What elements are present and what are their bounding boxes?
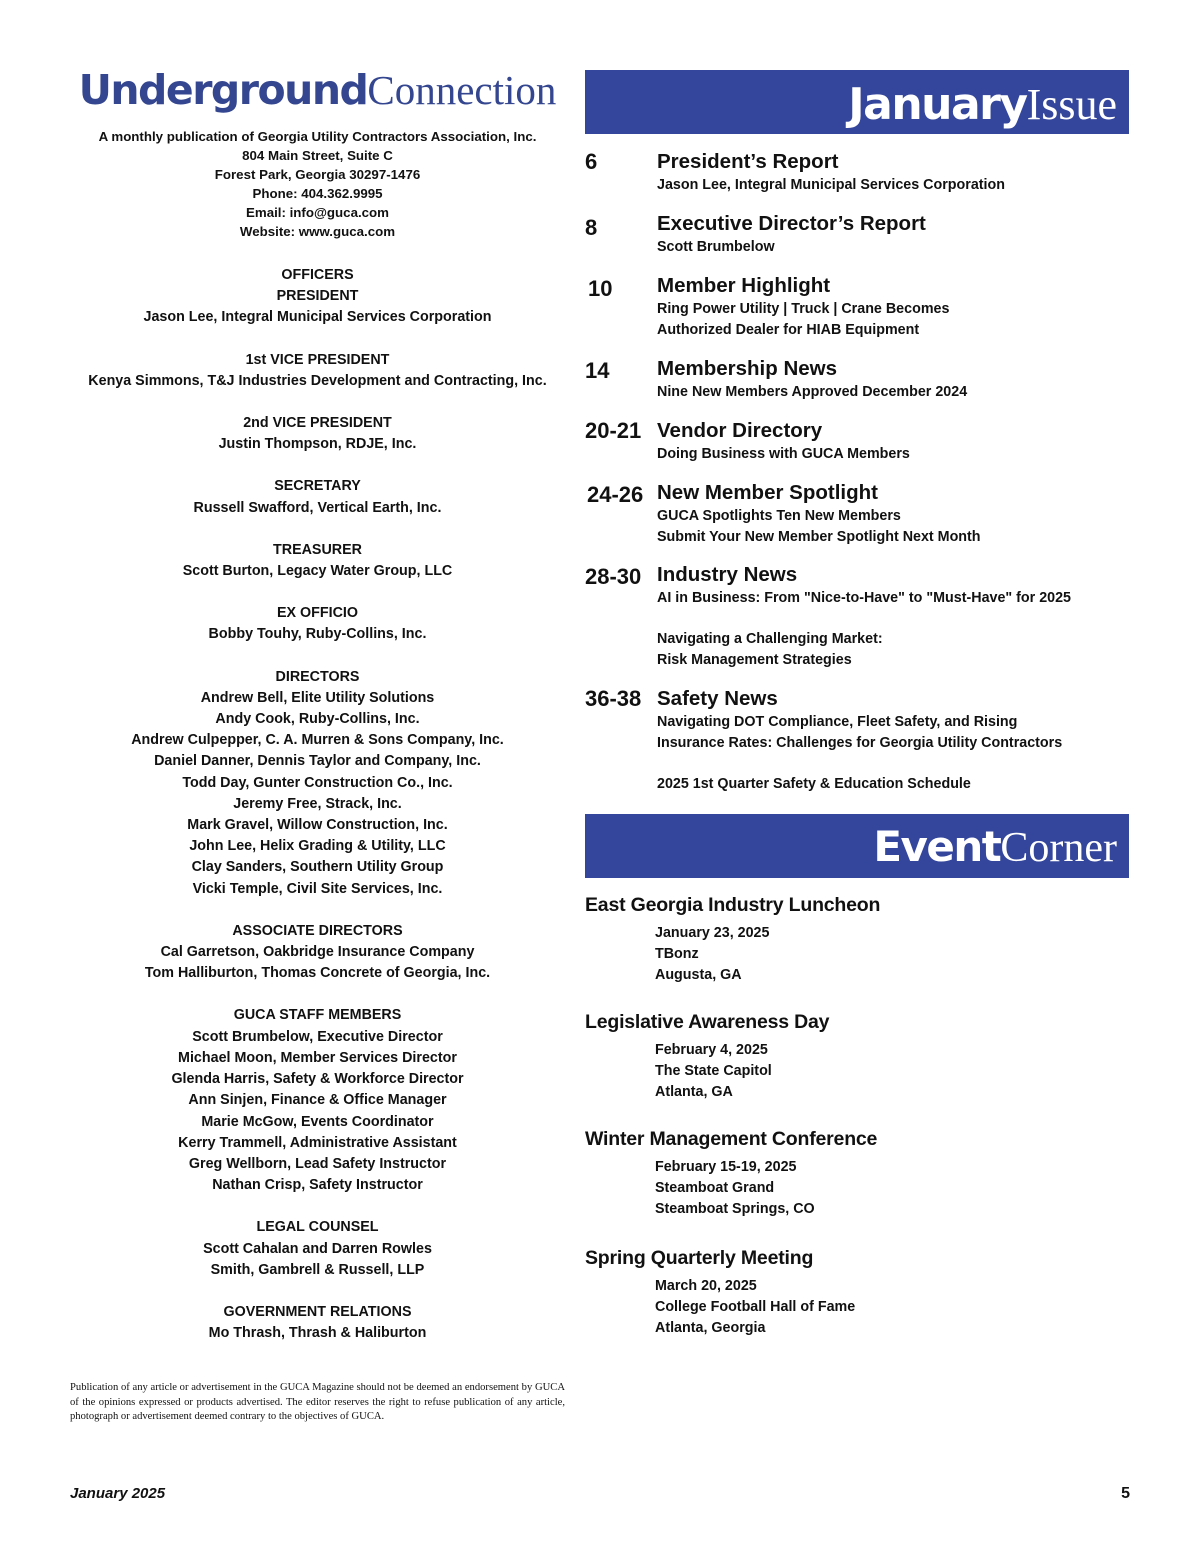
member-line: Andrew Bell, Elite Utility Solutions xyxy=(200,689,435,706)
event-date: February 4, 2025 xyxy=(655,1042,768,1058)
section-heading: OFFICERS xyxy=(281,267,354,283)
section-ex-officio xyxy=(70,603,565,645)
member-line: Mark Gravel, Willow Construction, Inc. xyxy=(187,817,448,834)
event-title: Spring Quarterly Meeting xyxy=(585,1247,814,1269)
member-line: Glenda Harris, Safety & Workforce Director xyxy=(171,1071,464,1088)
event-item[interactable] xyxy=(585,1246,1130,1339)
toc-title: Executive Director’s Report xyxy=(657,212,926,235)
footer-date: January 2025 xyxy=(70,1485,166,1502)
toc-page-number: 20-21 xyxy=(585,418,642,443)
member-line: Todd Day, Gunter Construction Co., Inc. xyxy=(182,774,453,791)
toc-title: Membership News xyxy=(657,357,837,380)
toc-line: 2025 1st Quarter Safety & Education Schedule xyxy=(657,775,971,792)
member-line: Andrew Culpepper, C. A. Murren & Sons Company, Inc. xyxy=(131,732,504,749)
disclaimer: Publication of any article or advertisement in the GUCA Magazine should not be deemed an endorsement by GUCA of the opinions expressed or products advertised. The editor reserves the right to refuse publication of any article, photograph or advertisement deemed contrary to the objectives of GUCA. xyxy=(70,1382,565,1423)
toc-page-number: 24-26 xyxy=(587,482,644,507)
section-heading: LEGAL COUNSEL xyxy=(256,1219,379,1236)
section-heading: GUCA STAFF MEMBERS xyxy=(233,1007,402,1024)
toc-line: Ring Power Utility | Truck | Crane Becomes xyxy=(657,301,950,317)
toc-line: Scott Brumbelow xyxy=(657,239,775,255)
event-item[interactable] xyxy=(585,1127,1130,1220)
toc-line: Navigating DOT Compliance, Fleet Safety, and Rising xyxy=(657,714,1018,730)
member-line: Jason Lee, Integral Municipal Services Corporation xyxy=(143,309,492,326)
toc-description xyxy=(657,712,1062,794)
issue-banner-light: Issue xyxy=(1026,80,1117,129)
member-line: Scott Burton, Legacy Water Group, LLC xyxy=(182,563,453,580)
member-line: Bobby Touhy, Ruby-Collins, Inc. xyxy=(208,626,427,643)
event-venue: The State Capitol xyxy=(655,1063,772,1079)
section-heading: 2nd VICE PRESIDENT xyxy=(243,415,392,432)
toc-page-number: 6 xyxy=(585,149,598,174)
section-officers xyxy=(70,265,565,329)
member-line: Michael Moon, Member Services Director xyxy=(178,1049,457,1066)
section-heading: EX OFFICIO xyxy=(276,605,359,622)
toc-title: Member Highlight xyxy=(657,274,831,297)
section-heading: ASSOCIATE DIRECTORS xyxy=(232,922,403,939)
toc-line xyxy=(657,753,1062,774)
member-line: Jeremy Free, Strack, Inc. xyxy=(233,795,402,812)
page-number: 5 xyxy=(1121,1485,1130,1502)
section-vp2 xyxy=(70,413,565,455)
section-heading: DIRECTORS xyxy=(275,668,360,685)
event-title: Legislative Awareness Day xyxy=(585,1011,830,1033)
contact-block xyxy=(70,127,565,241)
roster xyxy=(70,265,565,1344)
event-details xyxy=(655,1276,1130,1339)
masthead-title xyxy=(70,66,565,114)
section-heading: SECRETARY xyxy=(274,478,361,495)
toc-line: Insurance Rates: Challenges for Georgia Utility Contractors xyxy=(657,734,1063,751)
toc-page-number: 36-38 xyxy=(585,686,642,711)
toc-line xyxy=(657,609,1071,630)
toc-page-number: 14 xyxy=(585,358,610,383)
toc-page-number: 28-30 xyxy=(585,564,642,589)
event-venue: College Football Hall of Fame xyxy=(655,1299,856,1315)
toc-description xyxy=(657,382,967,403)
toc-line: Submit Your New Member Spotlight Next Month xyxy=(657,528,981,545)
toc-description xyxy=(657,444,910,465)
toc-title: Vendor Directory xyxy=(657,419,823,442)
website-line: Website: www.guca.com xyxy=(239,224,396,239)
member-line: Greg Wellborn, Lead Safety Instructor xyxy=(188,1155,447,1172)
toc-description xyxy=(657,175,1005,196)
member-line: Daniel Danner, Dennis Taylor and Company, Inc. xyxy=(154,753,481,770)
member-line: Kenya Simmons, T&J Industries Development and Contracting, Inc. xyxy=(88,372,547,389)
toc-line: AI in Business: From "Nice-to-Have" to "Must-Have" for 2025 xyxy=(657,590,1072,606)
member-line: Cal Garretson, Oakbridge Insurance Company xyxy=(160,944,475,961)
member-line: Scott Cahalan and Darren Rowles xyxy=(203,1240,432,1257)
member-line: Tom Halliburton, Thomas Concrete of Georgia, Inc. xyxy=(144,965,491,982)
member-line: Andy Cook, Ruby-Collins, Inc. xyxy=(215,711,420,728)
section-gov-relations xyxy=(70,1302,565,1344)
member-line: John Lee, Helix Grading & Utility, LLC xyxy=(189,838,446,855)
publication-line: A monthly publication of Georgia Utility Contractors Association, Inc. xyxy=(98,129,537,144)
masthead-title-light: Connection xyxy=(367,67,557,113)
member-line: Ann Sinjen, Finance & Office Manager xyxy=(188,1092,447,1109)
toc-description xyxy=(657,588,1071,670)
event-date: March 20, 2025 xyxy=(655,1278,757,1294)
event-location: Atlanta, GA xyxy=(655,1084,733,1100)
member-line: Kerry Trammell, Administrative Assistant xyxy=(178,1134,457,1151)
event-details xyxy=(655,923,1130,986)
event-location: Augusta, GA xyxy=(655,967,742,983)
event-title: Winter Management Conference xyxy=(585,1128,878,1150)
member-line: Clay Sanders, Southern Utility Group xyxy=(191,859,444,876)
member-line: Mo Thrash, Thrash & Haliburton xyxy=(208,1325,427,1342)
toc-line: Nine New Members Approved December 2024 xyxy=(657,384,968,400)
member-line: Smith, Gambrell & Russell, LLP xyxy=(210,1261,425,1278)
masthead-title-bold: Underground xyxy=(78,66,368,114)
email-line: Email: info@guca.com xyxy=(246,205,389,220)
event-venue: TBonz xyxy=(655,946,699,962)
member-line: Marie McGow, Events Coordinator xyxy=(201,1113,434,1130)
toc-line: GUCA Spotlights Ten New Members xyxy=(657,508,901,524)
toc-line: Navigating a Challenging Market: xyxy=(657,631,883,648)
toc-line: Doing Business with GUCA Members xyxy=(657,446,910,462)
event-title: East Georgia Industry Luncheon xyxy=(585,894,881,916)
phone-line: Phone: 404.362.9995 xyxy=(252,186,383,201)
event-banner-light: Corner xyxy=(1000,825,1117,871)
toc-page-number: 10 xyxy=(588,276,613,301)
section-subheading: PRESIDENT xyxy=(276,288,359,305)
section-directors xyxy=(70,667,565,900)
event-location: Atlanta, Georgia xyxy=(655,1320,766,1336)
city-line: Forest Park, Georgia 30297-1476 xyxy=(214,167,421,182)
toc-description xyxy=(657,237,775,258)
member-line: Scott Brumbelow, Executive Director xyxy=(192,1028,443,1045)
event-banner-bold: Event xyxy=(873,822,1001,871)
event-details xyxy=(655,1040,1130,1103)
toc-line: Risk Management Strategies xyxy=(657,651,852,668)
toc-page-number: 8 xyxy=(585,215,598,240)
section-heading: TREASURER xyxy=(273,541,362,558)
member-line: Justin Thompson, RDJE, Inc. xyxy=(218,436,417,453)
event-date: February 15-19, 2025 xyxy=(655,1159,797,1175)
toc-line: Authorized Dealer for HIAB Equipment xyxy=(657,321,920,338)
issue-banner-bold: January xyxy=(848,79,1027,130)
toc-description xyxy=(657,299,949,340)
address-line: 804 Main Street, Suite C xyxy=(242,148,393,163)
section-heading: GOVERNMENT RELATIONS xyxy=(223,1303,412,1320)
toc-description xyxy=(657,506,981,547)
section-treasurer xyxy=(70,540,565,582)
event-venue: Steamboat Grand xyxy=(655,1180,775,1196)
left-column xyxy=(70,127,565,1365)
section-associate-directors xyxy=(70,921,565,985)
member-line: Russell Swafford, Vertical Earth, Inc. xyxy=(193,499,442,516)
toc-title: Safety News xyxy=(657,687,778,710)
section-secretary xyxy=(70,476,565,518)
event-date: January 23, 2025 xyxy=(655,925,770,941)
issue-banner xyxy=(585,70,1129,134)
member-line: Vicki Temple, Civil Site Services, Inc. xyxy=(192,880,443,897)
toc-title: President’s Report xyxy=(657,150,839,173)
event-location: Steamboat Springs, CO xyxy=(655,1201,815,1217)
event-corner-banner xyxy=(585,814,1129,878)
section-vp1 xyxy=(70,350,565,392)
section-legal xyxy=(70,1217,565,1281)
event-item[interactable] xyxy=(585,893,1130,986)
event-item[interactable] xyxy=(585,1010,1130,1103)
toc-line: Jason Lee, Integral Municipal Services Corporation xyxy=(657,177,1005,193)
toc-title: Industry News xyxy=(657,563,798,586)
section-staff xyxy=(70,1005,565,1196)
member-line: Nathan Crisp, Safety Instructor xyxy=(212,1177,423,1194)
section-heading: 1st VICE PRESIDENT xyxy=(245,351,390,368)
toc-title: New Member Spotlight xyxy=(657,481,878,504)
event-details xyxy=(655,1157,1130,1220)
